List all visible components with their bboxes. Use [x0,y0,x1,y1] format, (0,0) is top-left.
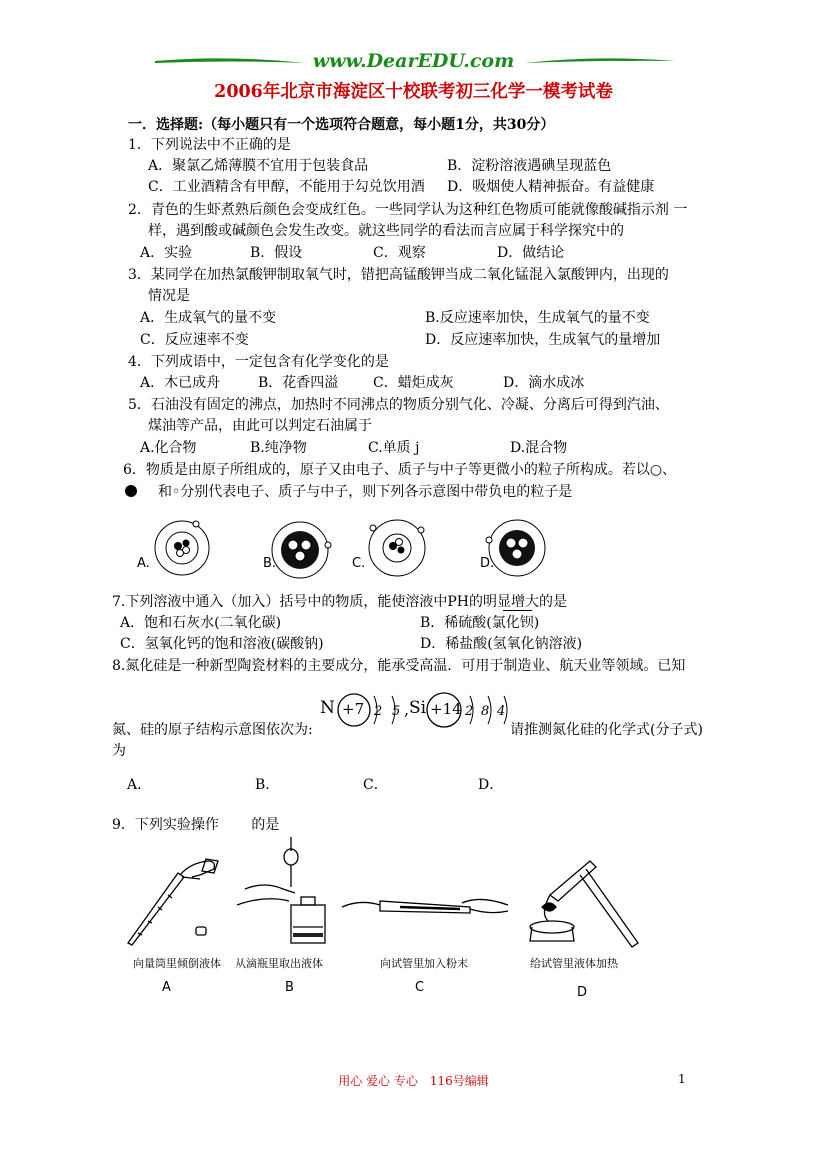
silicon-symbol: Si [409,698,427,718]
q8-option-c: C． [363,777,388,793]
q8-stem-line2-end: 请推测氮化硅的化学式(分子式) [510,722,703,738]
q7-underline [503,610,532,611]
atom-diagram-d [475,510,555,585]
lab-illustration-c [340,885,510,930]
q8-option-d: D． [478,777,504,793]
q5-option-d: D.混合物 [510,440,568,456]
q9-label-b: B [285,980,294,995]
lab-illustration-a [120,855,230,950]
q8-option-a: A． [127,777,152,793]
q4-option-b: B．花香四溢 [258,375,339,391]
q7-option-c: C．氢氧化钙的饱和溶液(碳酸钠) [120,636,324,652]
q9-caption-c: 向试管里加入粉末 [380,957,468,970]
atom-diagram-c [355,510,435,585]
element-separator: , [404,700,410,719]
site-logo: www.DearEDU.com [312,50,515,72]
q9-label-a: A [162,980,171,995]
q8-stem-line2: 氮、硅的原子结构示意图依次为: [112,722,313,738]
silicon-nucleus-charge: +14 [430,700,462,718]
q5-option-b: B.纯净物 [250,440,307,456]
q2-option-b: B．假设 [250,245,303,261]
q9-caption-b: 从滴瓶里取出液体 [235,957,323,970]
silicon-shell-3: 4 [497,704,506,719]
nitrogen-nucleus-charge: +7 [342,700,365,718]
q9-stem: 9．下列实验操作 的是 [112,817,280,833]
q9-caption-a: 向量筒里倾倒液体 [133,957,221,970]
q6-stem-line1: 6．物质是由原子所组成的，原子又由电子、质子与中子等更微小的粒子所构成。若以○、 [123,462,677,478]
q6-label-b: B. [263,556,277,571]
q3-option-d: D．反应速率加快，生成氧气的量增加 [425,332,661,348]
q3-option-c: C．反应速率不变 [140,332,249,348]
q8-option-b: B． [255,777,280,793]
q7-option-a: A．饱和石灰水(二氧化碳) [120,615,282,631]
q4-option-a: A．木已成舟 [140,375,221,391]
q2-option-d: D．做结论 [497,245,565,261]
q7-option-d: D．稀盐酸(氢氧化钠溶液) [420,636,583,652]
nitrogen-shell-1: 2 [374,704,383,719]
q8-stem-line1: 8.氮化硅是一种新型陶瓷材料的主要成分，能承受高温．可用于制造业、航天业等领域。已知 [112,658,686,674]
q9-caption-d: 给试管里液体加热 [530,957,618,970]
q5-stem-line2: 煤油等产品，由此可以判定石油属于 [148,418,372,434]
q4-stem: 4．下列成语中，一定包含有化学变化的是 [128,354,389,370]
q3-stem-line2: 情况是 [148,288,190,304]
page-number: 1 [678,1072,686,1086]
q5-stem-line1: 5．石油没有固定的沸点，加热时不同沸点的物质分别气化、冷凝、分离后可得到汽油、 [128,397,669,413]
silicon-shell-1: 2 [465,704,474,719]
page-title: 2006年北京市海淀区十校联考初三化学一模考试卷 [214,82,613,102]
q6-label-c: C. [352,556,366,571]
q7-option-b: B．稀硫酸(氯化钡) [420,615,540,631]
q9-label-c: C [415,980,425,995]
q2-option-c: C．观察 [373,245,426,261]
q8-stem-line3: 为 [112,743,126,759]
nitrogen-symbol: N [320,698,335,718]
q4-option-c: C．蜡炬成灰 [373,375,454,391]
q7-stem: 7.下列溶液中通入（加入）括号中的物质，能使溶液中PH的明显增大的是 [112,594,567,610]
section-heading: 一．选择题:（每小题只有一个选项符合题意，每小题1分，共30分） [128,117,555,133]
q6-label-d: D. [480,556,495,571]
nitrogen-shell-2: 5 [392,704,401,719]
q9-label-d: D [577,985,588,1000]
q1-option-d: D．吸烟使人精神振奋。有益健康 [447,179,655,195]
q2-stem-line2: 样，遇到酸或碱颜色会发生改变。就这些同学的看法而言应属于科学探究中的 [148,223,624,239]
atom-diagram-b [258,510,338,585]
q6-stem-line2: 和◦分别代表电子、质子与中子，则下列各示意图中带负电的粒子是 [158,484,573,500]
footer-text: 用心 爱心 专心 116号编辑 [338,1074,489,1088]
proton-symbol-icon [124,484,138,498]
q5-option-c: C.单质 j [368,440,420,456]
q3-stem-line1: 3．某同学在加热氯酸钾制取氧气时，错把高锰酸钾当成二氧化锰混入氯酸钾内，出现的 [128,267,669,283]
q6-label-a: A. [137,556,150,571]
q3-option-a: A．生成氧气的量不变 [140,310,277,326]
q2-option-a: A．实验 [140,245,193,261]
silicon-shell-2: 8 [481,704,490,719]
q4-option-d: D．滴水成冰 [503,375,585,391]
q1-stem: 1．下列说法中不正确的是 [128,137,291,153]
q3-option-b: B.反应速率加快，生成氧气的量不变 [425,310,650,326]
q1-option-c: C．工业酒精含有甲醇，不能用于勾兑饮用酒 [148,179,425,195]
q1-option-a: A．聚氯乙烯薄膜不宜用于包装食品 [148,158,369,174]
q1-option-b: B．淀粉溶液遇碘呈现蓝色 [447,158,612,174]
q5-option-a: A.化合物 [140,440,197,456]
lab-illustration-d [520,855,645,950]
lab-illustration-b [235,835,335,950]
q2-stem-line1: 2．青色的生虾煮熟后颜色会变成红色。一些同学认为这种红色物质可能就像酸碱指示剂 一 [128,202,688,218]
